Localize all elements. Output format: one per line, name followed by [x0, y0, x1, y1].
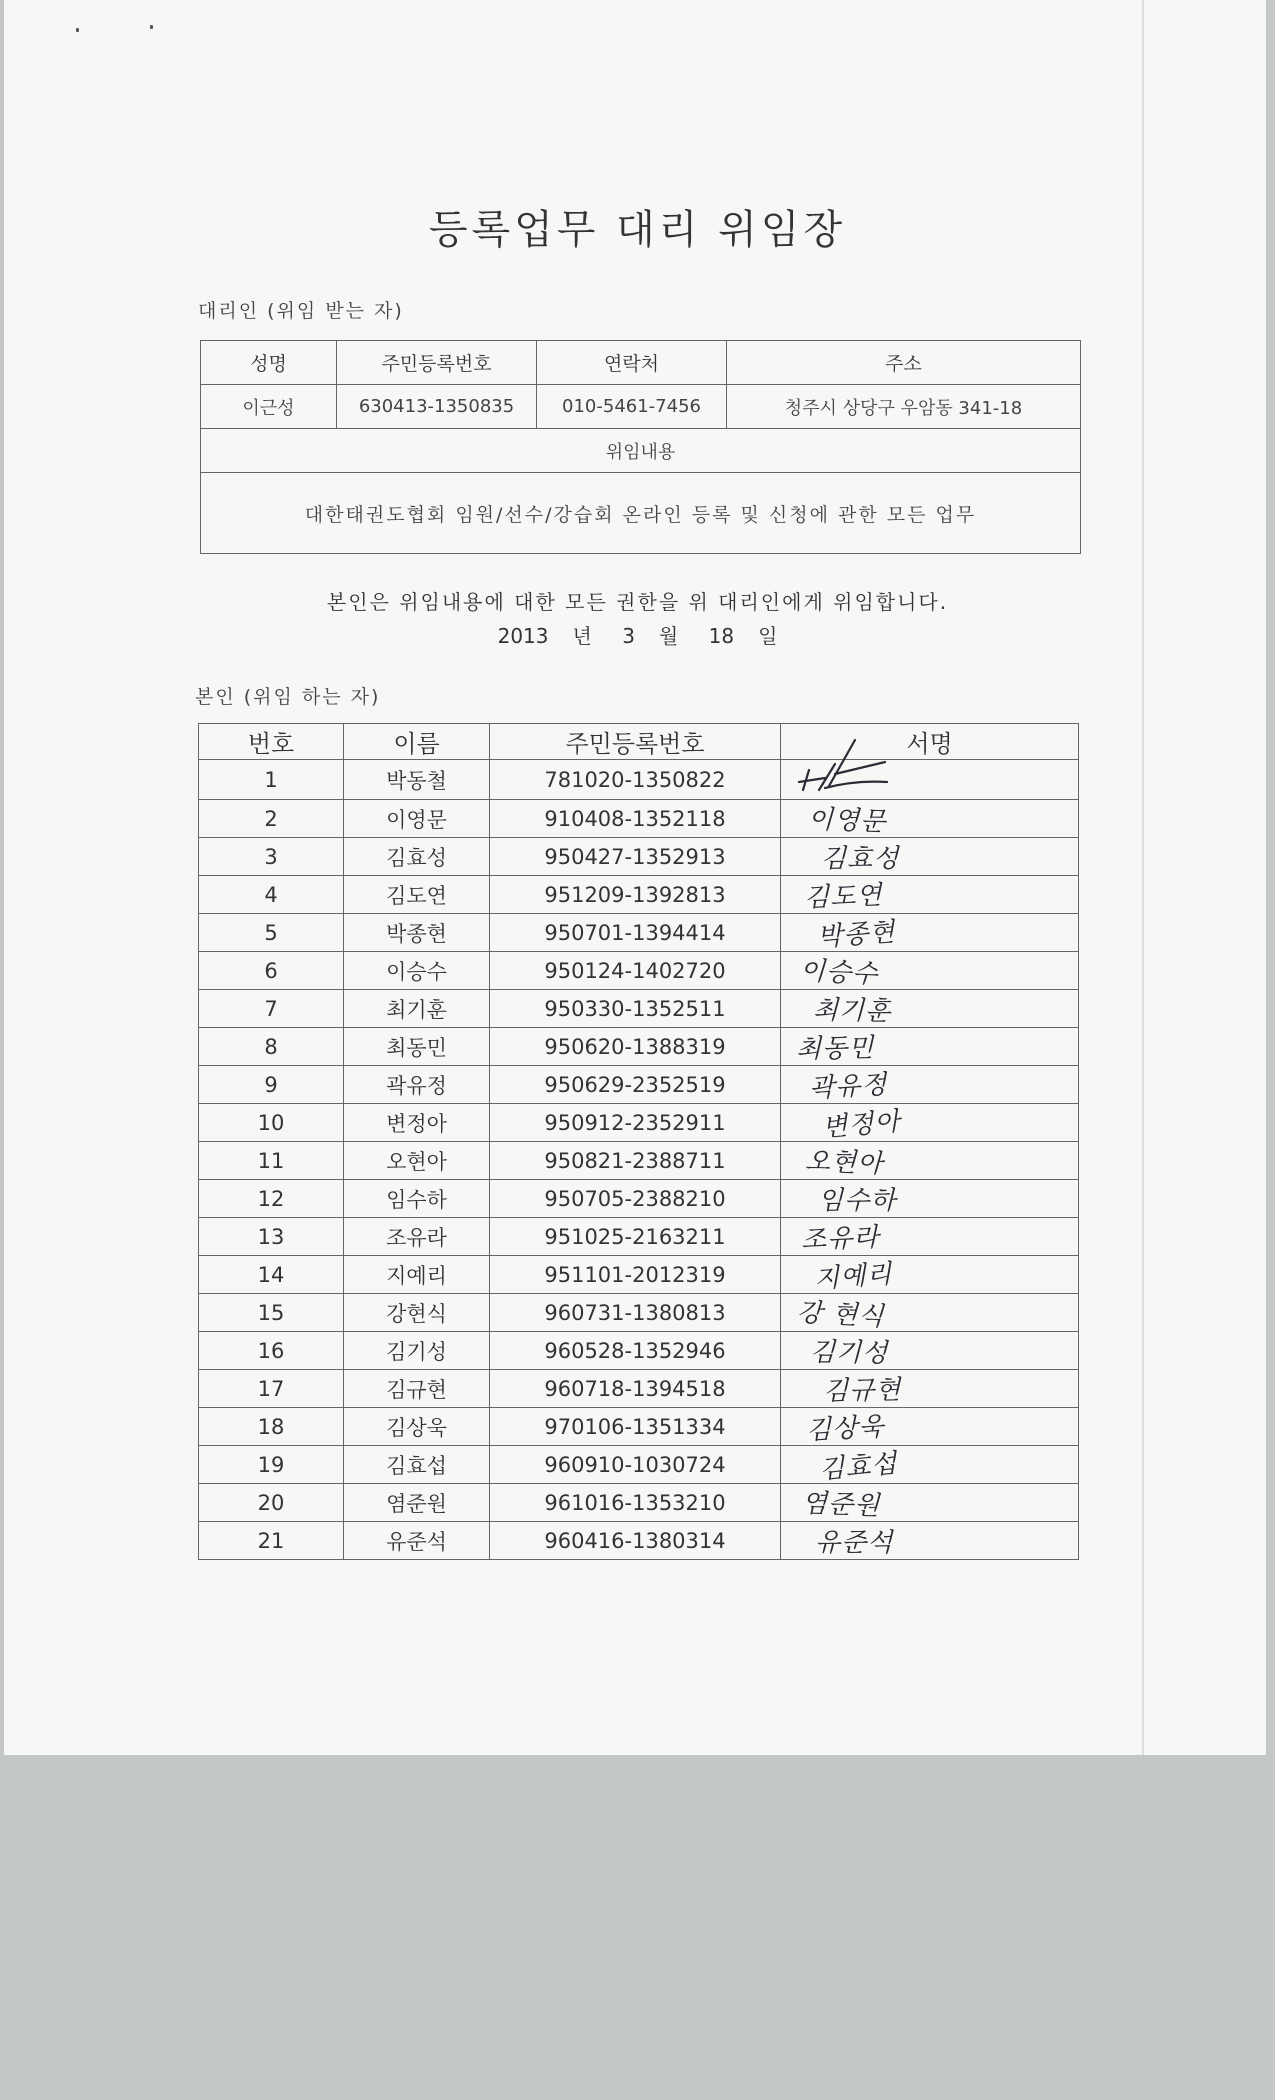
date-day: 18 [708, 624, 735, 648]
header-number: 번호 [199, 724, 344, 760]
row-id-number: 960416-1380314 [490, 1522, 781, 1560]
row-id-number: 960528-1352946 [490, 1332, 781, 1370]
table-row [199, 1028, 1079, 1066]
row-name: 지예리 [344, 1256, 490, 1294]
row-name: 변정아 [344, 1104, 490, 1142]
row-number: 19 [199, 1446, 344, 1484]
row-name: 임수하 [344, 1180, 490, 1218]
delegation-content: 대한태권도협회 임원/선수/강습회 온라인 등록 및 신청에 관한 모든 업무 [201, 473, 1081, 554]
row-name: 염준원 [344, 1484, 490, 1522]
table-row [199, 1180, 1079, 1218]
row-id-number: 950124-1402720 [490, 952, 781, 990]
row-id-number: 950427-1352913 [490, 838, 781, 876]
row-signature [781, 914, 1079, 952]
row-number: 3 [199, 838, 344, 876]
row-signature [781, 1446, 1079, 1484]
row-id-number: 781020-1350822 [490, 760, 781, 800]
row-number: 7 [199, 990, 344, 1028]
row-name: 김효섭 [344, 1446, 490, 1484]
handwritten-signature: 임수하 [818, 1186, 897, 1216]
row-name: 조유라 [344, 1218, 490, 1256]
document-title: 등록업무 대리 위임장 [428, 207, 847, 253]
row-id-number: 950912-2352911 [490, 1104, 781, 1142]
row-id-number: 950821-2388711 [490, 1142, 781, 1180]
delegation-header: 위임내용 [201, 429, 1081, 473]
row-name: 김효성 [344, 838, 490, 876]
row-signature [781, 876, 1079, 914]
table-row [199, 1218, 1079, 1256]
row-id-number: 961016-1353210 [490, 1484, 781, 1522]
table-row [199, 760, 1079, 800]
row-signature [781, 1142, 1079, 1180]
proxy-name: 이근성 [201, 385, 337, 429]
row-id-number: 970106-1351334 [490, 1408, 781, 1446]
row-name: 최기훈 [344, 990, 490, 1028]
row-name: 김상욱 [344, 1408, 490, 1446]
handwritten-signature: 변정아 [821, 1106, 902, 1144]
delegation-header-row [201, 429, 1081, 473]
row-name: 박종현 [344, 914, 490, 952]
row-name: 유준석 [344, 1522, 490, 1560]
proxy-data-row [201, 385, 1081, 429]
row-signature [781, 1180, 1079, 1218]
row-number: 8 [199, 1028, 344, 1066]
handwritten-signature: 김규현 [822, 1375, 902, 1407]
header-id-number: 주민등록번호 [337, 341, 537, 385]
row-name: 곽유정 [344, 1066, 490, 1104]
row-signature [781, 1332, 1079, 1370]
row-number: 9 [199, 1066, 344, 1104]
table-row [199, 952, 1079, 990]
row-number: 1 [199, 760, 344, 800]
principals-header-row [199, 724, 1079, 760]
row-signature [781, 1294, 1079, 1332]
row-number: 20 [199, 1484, 344, 1522]
row-id-number: 960718-1394518 [490, 1370, 781, 1408]
page-fold-line [1142, 0, 1144, 1755]
proxy-contact: 010-5461-7456 [537, 385, 727, 429]
handwritten-signature: 김상욱 [805, 1411, 886, 1447]
row-name: 김규현 [344, 1370, 490, 1408]
row-signature [781, 1522, 1079, 1560]
proxy-id-number: 630413-1350835 [337, 385, 537, 429]
handwritten-signature: 이영문 [807, 804, 887, 838]
row-signature [781, 800, 1079, 838]
header-name: 이름 [344, 724, 490, 760]
row-signature [781, 1066, 1079, 1104]
row-id-number: 951025-2163211 [490, 1218, 781, 1256]
handwritten-signature: 김도연 [803, 880, 883, 914]
row-number: 12 [199, 1180, 344, 1218]
row-id-number: 950705-2388210 [490, 1180, 781, 1218]
row-signature [781, 1104, 1079, 1142]
proxy-header-row [201, 341, 1081, 385]
header-address: 주소 [727, 341, 1081, 385]
row-number: 13 [199, 1218, 344, 1256]
row-number: 21 [199, 1522, 344, 1560]
row-number: 5 [199, 914, 344, 952]
header-signature: 서명 [781, 724, 1079, 760]
row-signature [781, 1028, 1079, 1066]
table-row [199, 1370, 1079, 1408]
row-name: 오현아 [344, 1142, 490, 1180]
row-signature [781, 952, 1079, 990]
handwritten-signature: 강 현식 [796, 1297, 886, 1333]
table-row [199, 1332, 1079, 1370]
table-row [199, 1522, 1079, 1560]
header-name: 성명 [201, 341, 337, 385]
row-signature [781, 1370, 1079, 1408]
row-id-number: 950629-2352519 [490, 1066, 781, 1104]
header-id-number: 주민등록번호 [490, 724, 781, 760]
row-number: 11 [199, 1142, 344, 1180]
row-name: 이영문 [344, 800, 490, 838]
row-number: 10 [199, 1104, 344, 1142]
row-name: 박동철 [344, 760, 490, 800]
row-id-number: 950701-1394414 [490, 914, 781, 952]
row-signature [781, 990, 1079, 1028]
table-row [199, 1104, 1079, 1142]
scan-speck [76, 28, 79, 32]
table-row [199, 800, 1079, 838]
date-year-unit: 년 [572, 624, 592, 648]
row-signature [781, 760, 1079, 800]
header-contact: 연락처 [537, 341, 727, 385]
row-signature [781, 1256, 1079, 1294]
principal-section-label: 본인 (위임 하는 자) [195, 686, 381, 708]
table-row [199, 1446, 1079, 1484]
handwritten-signature: 염준원 [801, 1488, 881, 1522]
handwritten-signature: 김기성 [809, 1337, 889, 1369]
row-id-number: 950620-1388319 [490, 1028, 781, 1066]
table-row [199, 876, 1079, 914]
row-number: 14 [199, 1256, 344, 1294]
handwritten-signature: 곽유정 [808, 1069, 889, 1105]
handwritten-signature: 박종현 [816, 917, 897, 953]
row-number: 15 [199, 1294, 344, 1332]
table-row [199, 1408, 1079, 1446]
row-id-number: 950330-1352511 [490, 990, 781, 1028]
row-number: 4 [199, 876, 344, 914]
row-number: 6 [199, 952, 344, 990]
table-row [199, 1294, 1079, 1332]
handwritten-signature: 김효섭 [818, 1448, 899, 1486]
proxy-address: 청주시 상당구 우암동 341-18 [727, 385, 1081, 429]
delegation-content-row [201, 473, 1081, 554]
table-row [199, 1484, 1079, 1522]
table-row [199, 990, 1079, 1028]
proxy-table [200, 340, 1081, 554]
row-signature [781, 838, 1079, 876]
row-id-number: 951209-1392813 [490, 876, 781, 914]
table-row [199, 838, 1079, 876]
row-number: 17 [199, 1370, 344, 1408]
row-name: 김기성 [344, 1332, 490, 1370]
table-row [199, 1256, 1079, 1294]
date-day-unit: 일 [758, 624, 778, 648]
delegation-statement: 본인은 위임내용에 대한 모든 권한을 위 대리인에게 위임합니다. [326, 590, 949, 614]
principals-table [198, 723, 1079, 1560]
table-row [199, 1066, 1079, 1104]
row-name: 최동민 [344, 1028, 490, 1066]
handwritten-signature: 유준석 [815, 1528, 894, 1558]
handwritten-signature: 오현아 [804, 1146, 884, 1180]
date-month-unit: 월 [658, 624, 679, 648]
handwritten-signature: 이승수 [799, 955, 879, 991]
row-id-number: 960731-1380813 [490, 1294, 781, 1332]
row-number: 18 [199, 1408, 344, 1446]
scan-speck [150, 25, 153, 29]
handwritten-signature: 김효성 [821, 844, 900, 874]
date-line [0, 620, 1275, 649]
row-number: 16 [199, 1332, 344, 1370]
row-signature [781, 1218, 1079, 1256]
row-name: 강현식 [344, 1294, 490, 1332]
row-id-number: 910408-1352118 [490, 800, 781, 838]
date-month: 3 [622, 624, 635, 648]
proxy-section-label: 대리인 (위임 받는 자) [198, 300, 404, 322]
row-signature [781, 1484, 1079, 1522]
handwritten-signature: 조유라 [800, 1222, 880, 1256]
table-row [199, 914, 1079, 952]
row-id-number: 960910-1030724 [490, 1446, 781, 1484]
handwritten-signature: 지예리 [813, 1259, 894, 1295]
table-row [199, 1142, 1079, 1180]
row-signature [781, 1408, 1079, 1446]
row-name: 이승수 [344, 952, 490, 990]
scrawled-signature [795, 760, 925, 794]
date-year: 2013 [497, 624, 549, 648]
row-name: 김도연 [344, 876, 490, 914]
row-number: 2 [199, 800, 344, 838]
handwritten-signature: 최기훈 [812, 995, 892, 1027]
handwritten-signature: 최동민 [795, 1033, 875, 1065]
row-id-number: 951101-2012319 [490, 1256, 781, 1294]
